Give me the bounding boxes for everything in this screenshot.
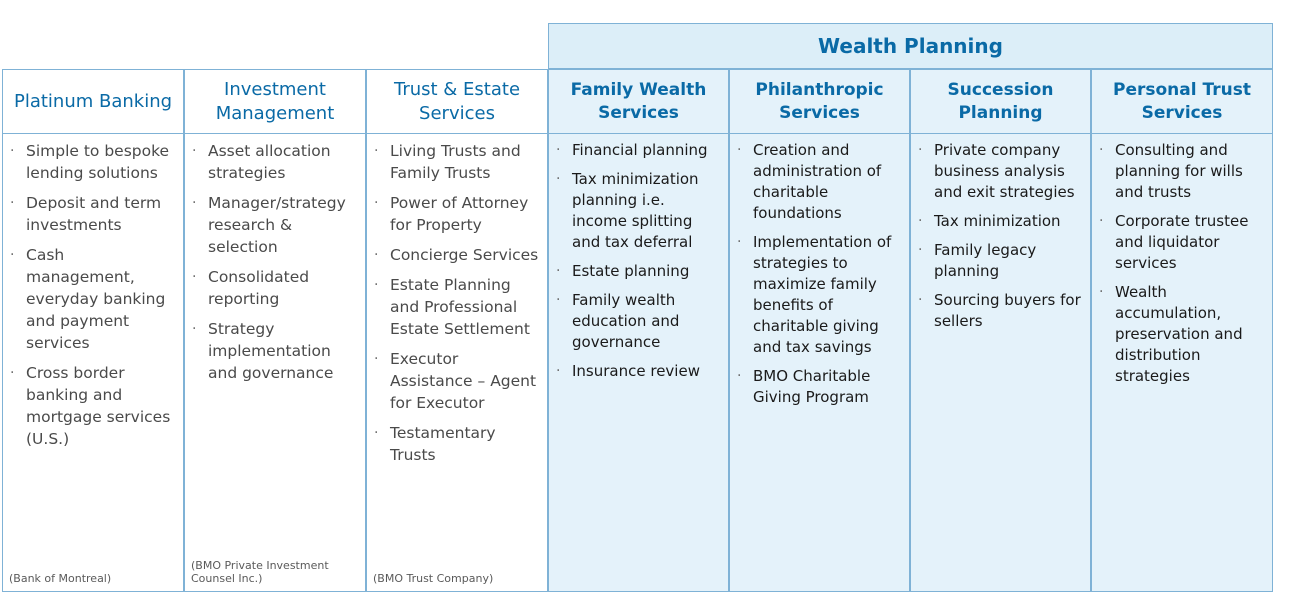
item-list (1092, 134, 1272, 387)
list-item: · Estate planning (556, 262, 690, 280)
column-title: Succession Planning (911, 70, 1090, 134)
list-item: · Power of Attorney for Property (374, 194, 529, 234)
bullet-icon: · (737, 234, 742, 250)
list-item: · Insurance review (556, 362, 700, 380)
bullet-icon: · (556, 171, 561, 187)
column-succession-planning (910, 69, 1091, 592)
bullet-icon: · (918, 142, 923, 158)
column-title: Platinum Banking (3, 70, 183, 134)
list-item: · Creation and administration of charitable foundations (737, 141, 882, 222)
list-item: · Cross border banking and mortgage services (U.S.) (10, 364, 171, 448)
bullet-icon: · (918, 213, 923, 229)
bullet-icon: · (192, 321, 197, 337)
bullet-icon: · (10, 195, 15, 211)
list-item: · Executor Assistance – Agent for Executor (374, 350, 537, 412)
item-list (730, 134, 909, 408)
item-list (185, 134, 365, 384)
bullet-icon: · (918, 242, 923, 258)
column-philanthropic-services (729, 69, 910, 592)
list-item: · Deposit and term investments (10, 194, 162, 234)
bullet-icon: · (374, 195, 379, 211)
bullet-icon: · (556, 363, 561, 379)
list-item: · Simple to bespoke lending solutions (10, 142, 170, 182)
bullet-icon: · (374, 425, 379, 441)
list-item: · Cash management, everyday banking and payment services (10, 246, 166, 352)
list-item: · Estate Planning and Professional Estate Settlement (374, 276, 530, 338)
bullet-icon: · (374, 247, 379, 263)
list-item: · Family wealth education and governance (556, 291, 680, 351)
list-item: · Concierge Services (374, 246, 539, 264)
column-title: Personal Trust Services (1092, 70, 1272, 134)
list-item: · Tax minimization (918, 212, 1061, 230)
bullet-icon: · (192, 143, 197, 159)
list-item: · Corporate trustee and liquidator services (1099, 212, 1249, 272)
bullet-icon: · (737, 368, 742, 384)
entity-footnote: (BMO Private Investment Counsel Inc.) (191, 559, 329, 585)
list-item: · Wealth accumulation, preservation and distribution strategies (1099, 283, 1243, 385)
column-investment-management (184, 69, 366, 592)
bullet-icon: · (192, 195, 197, 211)
column-title: Trust & Estate Services (367, 70, 547, 134)
item-list (3, 134, 183, 450)
list-item: · Private company business analysis and exit strategies (918, 141, 1075, 201)
bullet-icon: · (10, 365, 15, 381)
list-item: · Tax minimization planning i.e. income splitting and tax deferral (556, 170, 699, 251)
bullet-icon: · (737, 142, 742, 158)
entity-footnote: (BMO Trust Company) (373, 572, 494, 585)
bullet-icon: · (374, 277, 379, 293)
bullet-icon: · (556, 292, 561, 308)
list-item: · Family legacy planning (918, 241, 1037, 280)
bullet-icon: · (1099, 284, 1104, 300)
list-item: · Consulting and planning for wills and trusts (1099, 141, 1243, 201)
column-title: Family Wealth Services (549, 70, 728, 134)
list-item: · Living Trusts and Family Trusts (374, 142, 521, 182)
item-list (911, 134, 1090, 332)
list-item: · Manager/strategy research & selection (192, 194, 346, 256)
list-item: · Asset allocation strategies (192, 142, 331, 182)
wealth-planning-header: Wealth Planning (548, 23, 1273, 69)
bullet-icon: · (10, 143, 15, 159)
entity-footnote: (Bank of Montreal) (9, 572, 112, 585)
bullet-icon: · (1099, 142, 1104, 158)
bullet-icon: · (918, 292, 923, 308)
bullet-icon: · (556, 142, 561, 158)
list-item: · Financial planning (556, 141, 708, 159)
list-item: · BMO Charitable Giving Program (737, 367, 871, 406)
bullet-icon: · (556, 263, 561, 279)
bullet-icon: · (10, 247, 15, 263)
bullet-icon: · (1099, 213, 1104, 229)
bullet-icon: · (192, 269, 197, 285)
list-item: · Implementation of strategies to maximize family benefits of charitable giving and tax savings (737, 233, 892, 356)
column-trust-estate-services (366, 69, 548, 592)
column-title: Philanthropic Services (730, 70, 909, 134)
item-list (367, 134, 547, 466)
list-item: · Sourcing buyers for sellers (918, 291, 1081, 330)
bullet-icon: · (374, 351, 379, 367)
column-title: Investment Management (185, 70, 365, 134)
list-item: · Testamentary Trusts (374, 424, 496, 464)
item-list (549, 134, 728, 382)
bullet-icon: · (374, 143, 379, 159)
list-item: · Strategy implementation and governance (192, 320, 334, 382)
column-family-wealth-services (548, 69, 729, 592)
column-personal-trust-services (1091, 69, 1273, 592)
column-platinum-banking (2, 69, 184, 592)
list-item: · Consolidated reporting (192, 268, 310, 308)
